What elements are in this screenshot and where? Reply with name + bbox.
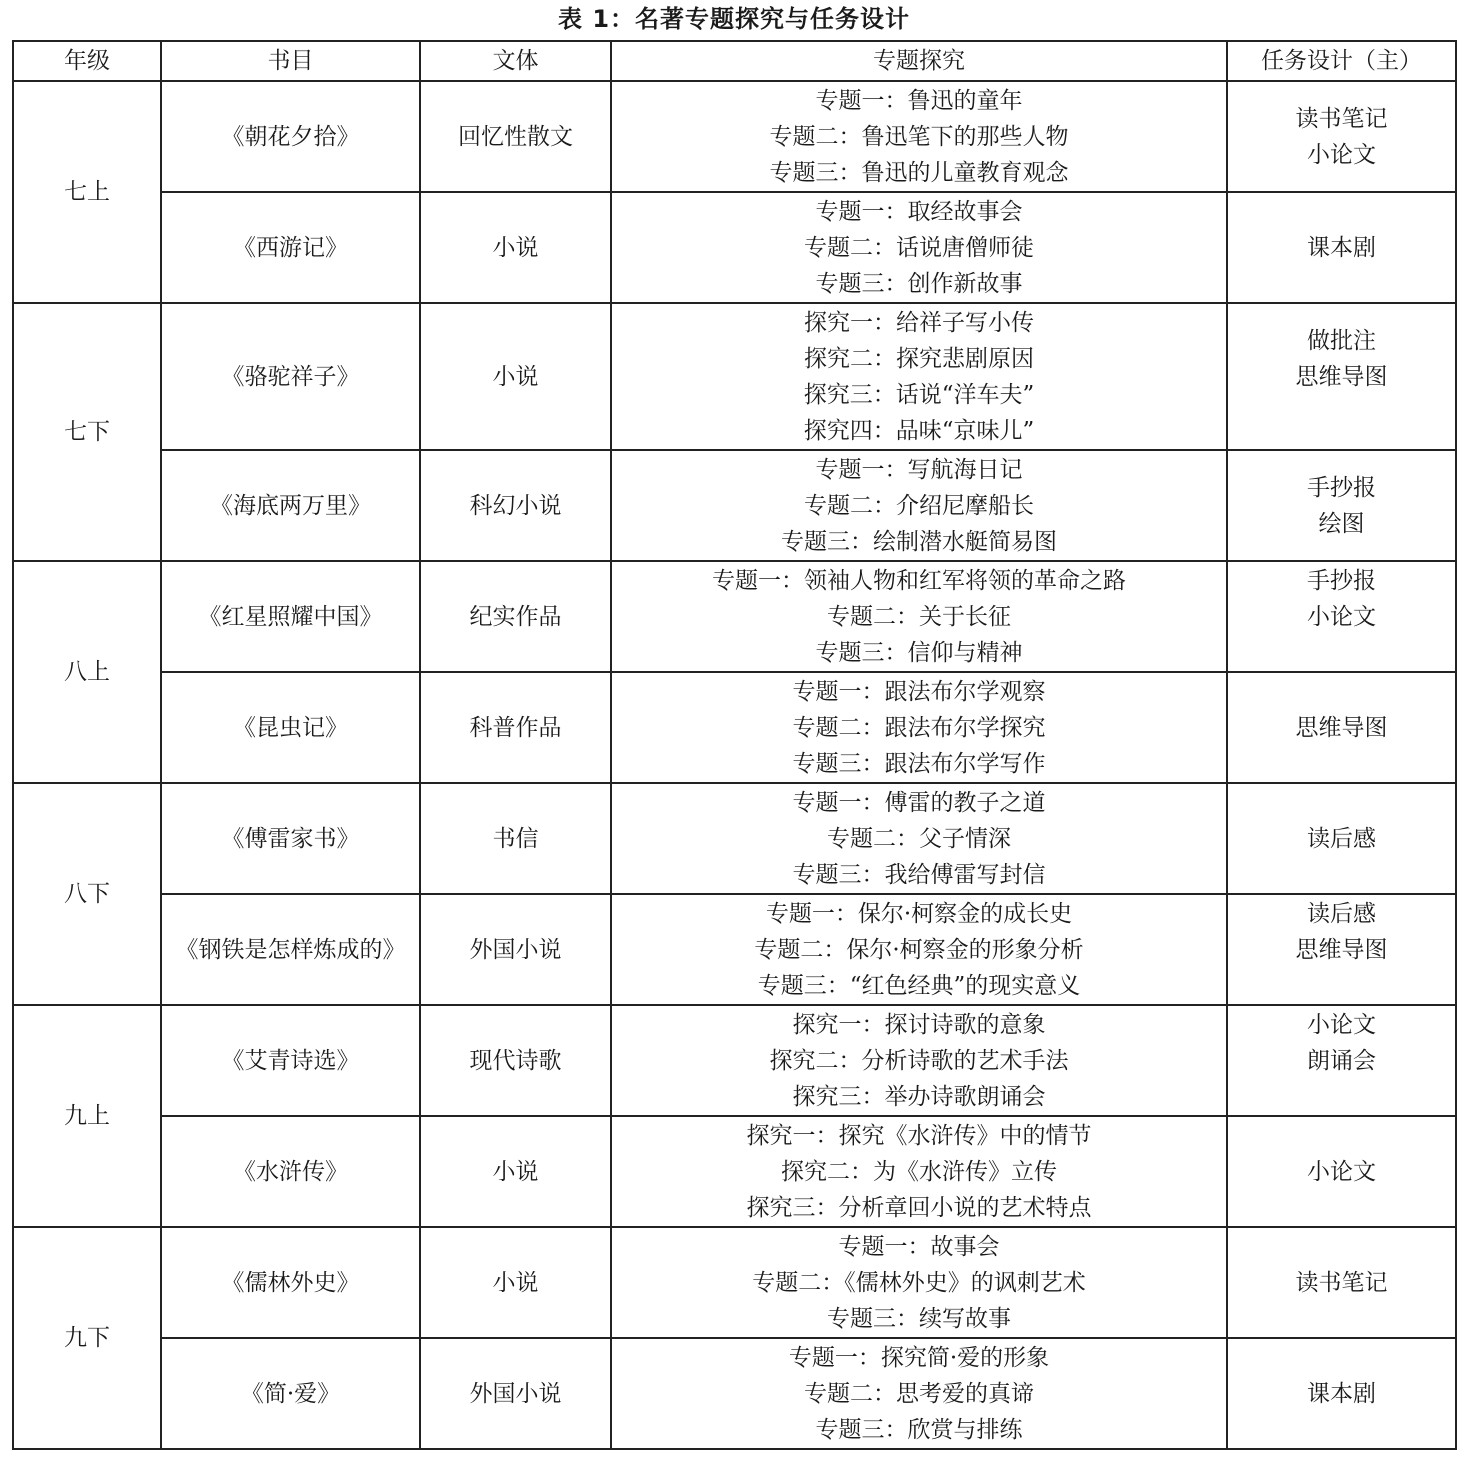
topics-cell — [611, 1005, 1227, 1116]
topic-item: 专题二：保尔·柯察金的形象分析 — [754, 936, 1084, 963]
tasks-cell — [1227, 192, 1456, 303]
tasks-cell — [1227, 1005, 1456, 1116]
topics-cell — [611, 192, 1227, 303]
table-row — [13, 450, 1456, 561]
task-item: 手抄报 — [1307, 474, 1376, 501]
tasks-cell — [1227, 1116, 1456, 1227]
tasks-cell — [1227, 1338, 1456, 1449]
topic-item: 专题三：鲁迅的儿童教育观念 — [769, 159, 1069, 186]
task-item: 小论文 — [1307, 141, 1376, 168]
task-item: 思维导图 — [1295, 936, 1388, 963]
task-item: 思维导图 — [1295, 363, 1388, 390]
header-book: 书目 — [161, 41, 420, 81]
topics-cell — [611, 561, 1227, 672]
genre-cell: 回忆性散文 — [420, 81, 611, 192]
genre-cell: 小说 — [420, 192, 611, 303]
topic-item: 专题三：欣赏与排练 — [815, 1416, 1023, 1443]
topic-item: 专题三：续写故事 — [827, 1305, 1011, 1332]
task-item: 课本剧 — [1307, 1380, 1376, 1407]
tasks-cell — [1227, 672, 1456, 783]
genre-cell: 现代诗歌 — [420, 1005, 611, 1116]
genre-cell: 外国小说 — [420, 894, 611, 1005]
table-row — [13, 561, 1456, 672]
topics-cell — [611, 783, 1227, 894]
table-row — [13, 1338, 1456, 1449]
task-item: 读后感 — [1307, 825, 1376, 852]
task-item — [1232, 635, 1451, 671]
header-tasks: 任务设计（主） — [1227, 41, 1456, 81]
book-cell: 《海底两万里》 — [161, 450, 420, 561]
grade-cell: 九上 — [13, 1005, 161, 1227]
book-cell: 《红星照耀中国》 — [161, 561, 420, 672]
tasks-cell — [1227, 894, 1456, 1005]
topic-item: 专题一：鲁迅的童年 — [815, 87, 1023, 114]
topic-item: 专题二：鲁迅笔下的那些人物 — [769, 123, 1069, 150]
topic-item: 专题一：领袖人物和红军将领的革命之路 — [712, 567, 1126, 594]
book-cell: 《水浒传》 — [161, 1116, 420, 1227]
header-topics: 专题探究 — [611, 41, 1227, 81]
task-item: 课本剧 — [1307, 234, 1376, 261]
tasks-cell — [1227, 1227, 1456, 1338]
topic-item: 专题二：思考爱的真谛 — [804, 1380, 1034, 1407]
genre-cell: 纪实作品 — [420, 561, 611, 672]
topic-item: 探究一：探究《水浒传》中的情节 — [746, 1122, 1092, 1149]
topic-item: 专题三：绘制潜水艇简易图 — [781, 528, 1057, 555]
genre-cell: 科幻小说 — [420, 450, 611, 561]
topic-item: 探究二：为《水浒传》立传 — [781, 1158, 1057, 1185]
genre-cell: 科普作品 — [420, 672, 611, 783]
topic-item: 专题一：探究简·爱的形象 — [788, 1344, 1050, 1371]
topics-cell — [611, 303, 1227, 450]
task-item: 小论文 — [1307, 1158, 1376, 1185]
topics-cell — [611, 81, 1227, 192]
topic-item: 专题三：信仰与精神 — [815, 639, 1023, 666]
topic-item: 专题二：父子情深 — [827, 825, 1011, 852]
table-row — [13, 1116, 1456, 1227]
topic-item: 专题二：介绍尼摩船长 — [804, 492, 1034, 519]
topics-cell — [611, 894, 1227, 1005]
topic-item: 专题三：我给傅雷写封信 — [792, 861, 1046, 888]
task-item: 读书笔记 — [1295, 1269, 1388, 1296]
tasks-cell — [1227, 81, 1456, 192]
grade-cell: 七下 — [13, 303, 161, 561]
topic-item: 探究一：给祥子写小传 — [804, 309, 1034, 336]
table-row — [13, 894, 1456, 1005]
task-item — [1232, 1079, 1451, 1115]
book-cell: 《钢铁是怎样炼成的》 — [161, 894, 420, 1005]
book-cell: 《西游记》 — [161, 192, 420, 303]
genre-cell: 小说 — [420, 1116, 611, 1227]
topic-item: 专题二：话说唐僧师徒 — [804, 234, 1034, 261]
tasks-cell — [1227, 561, 1456, 672]
table-row — [13, 303, 1456, 450]
table-row — [13, 783, 1456, 894]
book-cell: 《艾青诗选》 — [161, 1005, 420, 1116]
topic-item: 专题一：跟法布尔学观察 — [792, 678, 1046, 705]
task-item: 读后感 — [1307, 900, 1376, 927]
genre-cell: 小说 — [420, 303, 611, 450]
topic-item: 探究四：品味“京味儿” — [803, 417, 1035, 444]
grade-cell: 八下 — [13, 783, 161, 1005]
topic-item: 专题一：保尔·柯察金的成长史 — [765, 900, 1073, 927]
book-cell: 《朝花夕拾》 — [161, 81, 420, 192]
task-item: 朗诵会 — [1307, 1047, 1376, 1074]
header-row — [13, 41, 1456, 81]
topic-item: 专题三：创作新故事 — [815, 270, 1023, 297]
topic-item: 专题一：故事会 — [838, 1233, 1000, 1260]
topic-item: 专题一：写航海日记 — [815, 456, 1023, 483]
reading-plan-table — [12, 40, 1457, 1450]
topic-item: 专题二：《儒林外史》的讽刺艺术 — [752, 1269, 1086, 1296]
book-cell: 《傅雷家书》 — [161, 783, 420, 894]
tasks-cell — [1227, 450, 1456, 561]
grade-cell: 八上 — [13, 561, 161, 783]
table-row — [13, 81, 1456, 192]
task-item: 小论文 — [1307, 1011, 1376, 1038]
tasks-cell — [1227, 783, 1456, 894]
table-row — [13, 672, 1456, 783]
topic-item: 专题二：跟法布尔学探究 — [792, 714, 1046, 741]
grade-cell: 七上 — [13, 81, 161, 303]
topics-cell — [611, 450, 1227, 561]
table-row — [13, 192, 1456, 303]
header-grade: 年级 — [13, 41, 161, 81]
topic-item: 探究三：分析章回小说的艺术特点 — [746, 1194, 1092, 1221]
topic-item: 探究三：话说“洋车夫” — [803, 381, 1035, 408]
topic-item: 探究二：探究悲剧原因 — [804, 345, 1034, 372]
topic-item: 专题三：“红色经典”的现实意义 — [757, 972, 1081, 999]
book-cell: 《儒林外史》 — [161, 1227, 420, 1338]
topic-item: 探究三：举办诗歌朗诵会 — [792, 1083, 1046, 1110]
table-row — [13, 1005, 1456, 1116]
topics-cell — [611, 1227, 1227, 1338]
task-item — [1232, 395, 1451, 431]
task-item: 思维导图 — [1295, 714, 1388, 741]
task-item — [1232, 968, 1451, 1004]
book-cell: 《昆虫记》 — [161, 672, 420, 783]
header-genre: 文体 — [420, 41, 611, 81]
book-cell: 《简·爱》 — [161, 1338, 420, 1449]
topic-item: 专题一：傅雷的教子之道 — [792, 789, 1046, 816]
task-item: 做批注 — [1307, 327, 1376, 354]
table-caption: 表 1：名著专题探究与任务设计 — [557, 5, 911, 33]
tasks-cell — [1227, 303, 1456, 450]
task-item: 绘图 — [1318, 510, 1365, 537]
grade-cell: 九下 — [13, 1227, 161, 1449]
topics-cell — [611, 1116, 1227, 1227]
topic-item: 专题二：关于长征 — [827, 603, 1011, 630]
task-item: 小论文 — [1307, 603, 1376, 630]
topic-item: 探究二：分析诗歌的艺术手法 — [769, 1047, 1069, 1074]
genre-cell: 外国小说 — [420, 1338, 611, 1449]
genre-cell: 书信 — [420, 783, 611, 894]
genre-cell: 小说 — [420, 1227, 611, 1338]
topic-item: 专题三：跟法布尔学写作 — [792, 750, 1046, 777]
topics-cell — [611, 1338, 1227, 1449]
topic-item: 探究一：探讨诗歌的意象 — [792, 1011, 1046, 1038]
topic-item: 专题一：取经故事会 — [815, 198, 1023, 225]
topics-cell — [611, 672, 1227, 783]
table-row — [13, 1227, 1456, 1338]
task-item: 手抄报 — [1307, 567, 1376, 594]
book-cell: 《骆驼祥子》 — [161, 303, 420, 450]
task-item: 读书笔记 — [1295, 105, 1388, 132]
